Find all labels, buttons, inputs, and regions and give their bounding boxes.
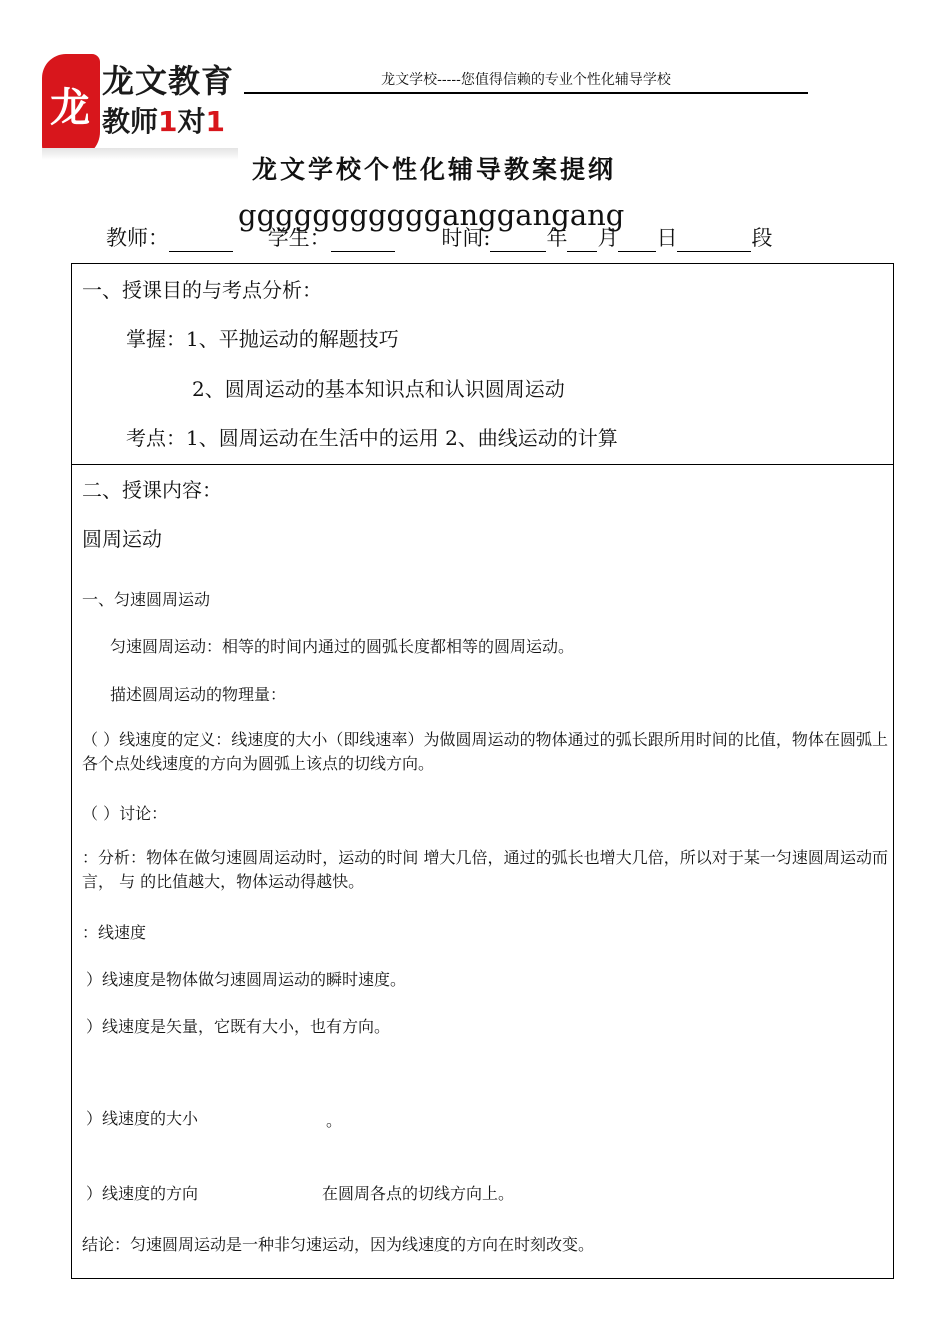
meta-row: 教师： 学生： 时间: 年 月 日 段 (106, 226, 773, 250)
section1-heading: 一、授课目的与考点分析： (82, 278, 322, 302)
page-title: 龙文学校个性化辅导教案提纲 (251, 155, 616, 184)
point-2: ）线速度是矢量，它既有大小，也有方向。 (86, 1017, 391, 1036)
master-point-2: 2、圆周运动的基本知识点和认识圆周运动 (192, 377, 565, 401)
linear-velocity-label: ：线速度 (82, 923, 147, 942)
discussion-line: （ ）讨论： (82, 804, 168, 823)
linear-velocity-definition: （ ）线速度的定义：线速度的大小（即线速率）为做圆周运动的物体通过的弧长跟所用时间的比值，物体在圆弧上各个点处线速度的方向为圆弧上该点的切线方向。 (82, 730, 888, 773)
student-label: 学生： (267, 226, 331, 250)
year-blank (490, 229, 546, 252)
subheading-uniform-circular: 一、匀速圆周运动 (82, 590, 211, 609)
topic-title: 圆周运动 (82, 527, 162, 551)
logo-seal-icon: 龙 (42, 54, 100, 158)
point-4: ）线速度的方向 (86, 1184, 199, 1203)
point-3-end: 。 (326, 1111, 343, 1130)
quantities-line: 描述圆周运动的物理量： (110, 685, 287, 704)
point-1: ）线速度是物体做匀速圆周运动的瞬时速度。 (86, 970, 407, 989)
section2-heading: 二、授课内容： (82, 478, 222, 502)
conclusion-line: 结论：匀速圆周运动是一种非匀速运动，因为线速度的方向在时刻改变。 (82, 1235, 595, 1254)
point-4-end: 在圆周各点的切线方向上。 (322, 1184, 515, 1203)
month-blank (567, 229, 597, 252)
definition-line: 匀速圆周运动：相等的时间内通过的圆弧长度都相等的圆周运动。 (110, 637, 575, 656)
master-point-1: 掌握：1、平抛运动的解题技巧 (126, 327, 399, 351)
header-tagline: 龙文学校-----您值得信赖的专业个性化辅导学校 (244, 70, 808, 94)
period-blank (677, 229, 751, 252)
teacher-blank (169, 229, 233, 252)
section-divider (71, 464, 894, 465)
day-blank (618, 229, 656, 252)
time-label: 时间: (441, 226, 491, 250)
analysis-paragraph: ：分析：物体在做匀速圆周运动时，运动的时间 增大几倍，通过的弧长也增大几倍，所以对于某一匀速圆周运动而言， 与 的比值越大，物体运动得越快。 (82, 848, 888, 891)
exam-points: 考点：1、圆周运动在生活中的运用 2、曲线运动的计算 (126, 426, 618, 450)
student-blank (331, 229, 395, 252)
teacher-label: 教师： (106, 226, 169, 250)
point-3: ）线速度的大小 (86, 1109, 199, 1128)
logo-text-line1: 龙文教育 (102, 62, 235, 100)
overlay-text: ggggggggggganggangang (238, 198, 625, 232)
school-logo (42, 52, 238, 160)
logo-text-line2: 教师1对1 (102, 105, 225, 138)
